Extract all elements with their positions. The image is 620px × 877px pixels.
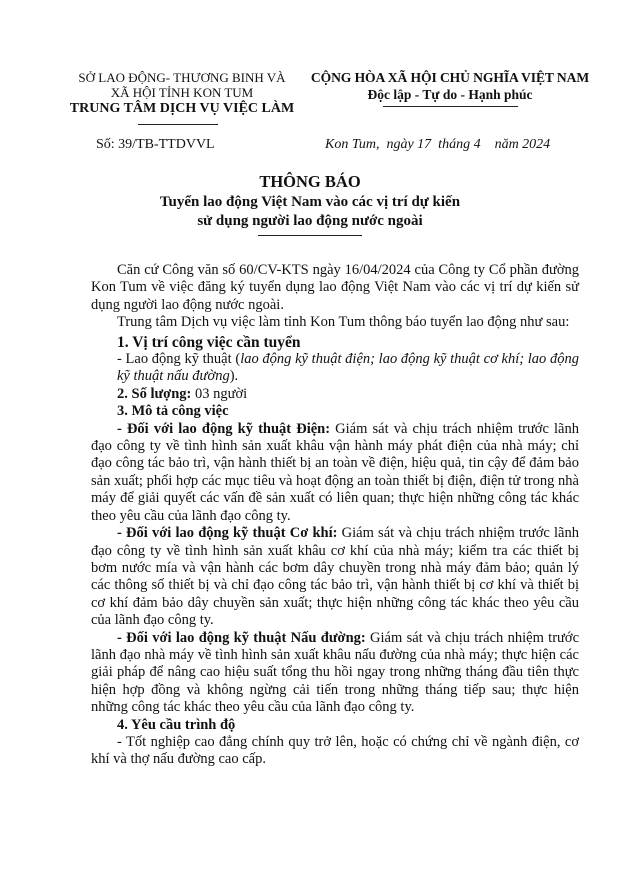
announcement-paragraph: Trung tâm Dịch vụ việc làm tỉnh Kon Tum thông báo tuyển lao động như sau:	[117, 314, 570, 331]
section-4-text: - Tốt nghiệp cao đẳng chính quy trở lên, hoặc có chứng chỉ về ngành điện, cơ khí và thợ nấu đường cao cấp.	[91, 733, 579, 768]
document-date: Kon Tum, ngày 17 tháng 4 năm 2024	[325, 137, 551, 152]
electrical-text: Giám sát và chịu trách nhiệm trước lãnh đạo công ty về tình hình sản xuất khâu vận hành máy phát điện của nhà máy; chỉ đạo công tác bảo trì, vận hành thiết bị an toàn về điện, hiệu quả, tin cậy để đảm bảo sản xuất; phối hợp các mục tiêu và hoạt động an toàn thiết bị điện, điện tử trong nhà máy để giải quyết các vấn đề sản xuất có liên quan; thực hiện những công tác khác theo yêu cầu của lãnh đạo công ty.	[91, 420, 579, 524]
document-subtitle-2: sử dụng người lao động nước ngoài	[197, 213, 423, 229]
section-1-positions: lao động kỹ thuật điện; lao động kỹ thuật cơ khí; lao động kỹ thuật nấu đường	[117, 351, 579, 385]
issuer-line-1: SỞ LAO ĐỘNG- THƯƠNG BINH VÀ	[78, 70, 286, 85]
sugar-boiling-label: - Đối với lao động kỹ thuật Nấu đường:	[117, 629, 366, 646]
sugar-boiling-text: Giám sát và chịu trách nhiệm trước lãnh đạo nhà máy về tình hình sản xuất khâu nấu đường của nhà máy; thực hiện các giải pháp để nâng cao hiệu suất tổng thu hồi ngay trong những tháng đầu tiên thực hiện hợp đồng và không ngừng cải tiến trong những tháng tiếp sau; thực hiện những công tác khác theo yêu cầu của lãnh đạo công ty.	[91, 629, 579, 716]
electrical-description	[91, 421, 579, 525]
sugar-boiling-description	[91, 630, 579, 717]
electrical-label: - Đối với lao động kỹ thuật Điện:	[117, 420, 331, 437]
document-number: Số: 39/TB-TTDVVL	[96, 137, 215, 152]
national-header	[300, 70, 600, 103]
document-title: THÔNG BÁO	[259, 172, 361, 191]
section-4-heading: 4. Yêu cầu trình độ	[117, 716, 236, 733]
national-motto: Độc lập - Tự do - Hạnh phúc	[367, 87, 533, 102]
national-title: CỘNG HÒA XÃ HỘI CHỦ NGHĨA VIỆT NAM	[310, 70, 590, 85]
issuer-header	[62, 70, 302, 117]
section-2-label: 2. Số lượng:	[117, 385, 192, 402]
document-subtitle-1: Tuyển lao động Việt Nam vào các vị trí dự kiến	[159, 194, 461, 210]
section-1-heading: 1. Vị trí công việc cần tuyển	[117, 333, 301, 351]
section-1-suffix: ).	[229, 368, 239, 385]
title-underline	[258, 235, 362, 236]
document-body	[91, 262, 579, 769]
section-3-heading: 3. Mô tả công việc	[117, 403, 229, 420]
section-2-value: 03 người	[191, 385, 248, 402]
mechanical-description	[91, 525, 579, 629]
issuer-line-2: XÃ HỘI TỈNH KON TUM	[110, 85, 254, 100]
issuer-name: TRUNG TÂM DỊCH VỤ VIỆC LÀM	[69, 101, 295, 116]
section-1-prefix: - Lao động kỹ thuật (	[117, 351, 241, 368]
section-2-text	[117, 386, 579, 403]
issuer-underline	[138, 124, 218, 125]
mechanical-text: Giám sát và chịu trách nhiệm trước lãnh đạo công ty về tình hình sản xuất khâu cơ khí của nhà máy; kiểm tra các thiết bị bơm nước mía và vận hành các bơm dây chuyền trong nhà máy đảm bảo; quản lý các thông số thiết bị và chỉ đạo công tác bảo trì, vận hành thiết bị cơ khí và thiết bị cơ khí đảm bảo dây chuyền sản xuất; thực hiện những công tác khác theo yêu cầu của lãnh đạo công ty.	[91, 525, 579, 629]
intro-paragraph: Căn cứ Công văn số 60/CV-KTS ngày 16/04/2024 của Công ty Cổ phần đường Kon Tum về việc đăng ký tuyển dụng lao động Việt Nam vào các vị trí dự kiến sử dụng người lao động nước ngoài.	[91, 262, 579, 313]
section-1-text	[117, 351, 579, 386]
mechanical-label: - Đối với lao động kỹ thuật Cơ khí:	[117, 525, 338, 542]
motto-underline	[383, 106, 518, 107]
